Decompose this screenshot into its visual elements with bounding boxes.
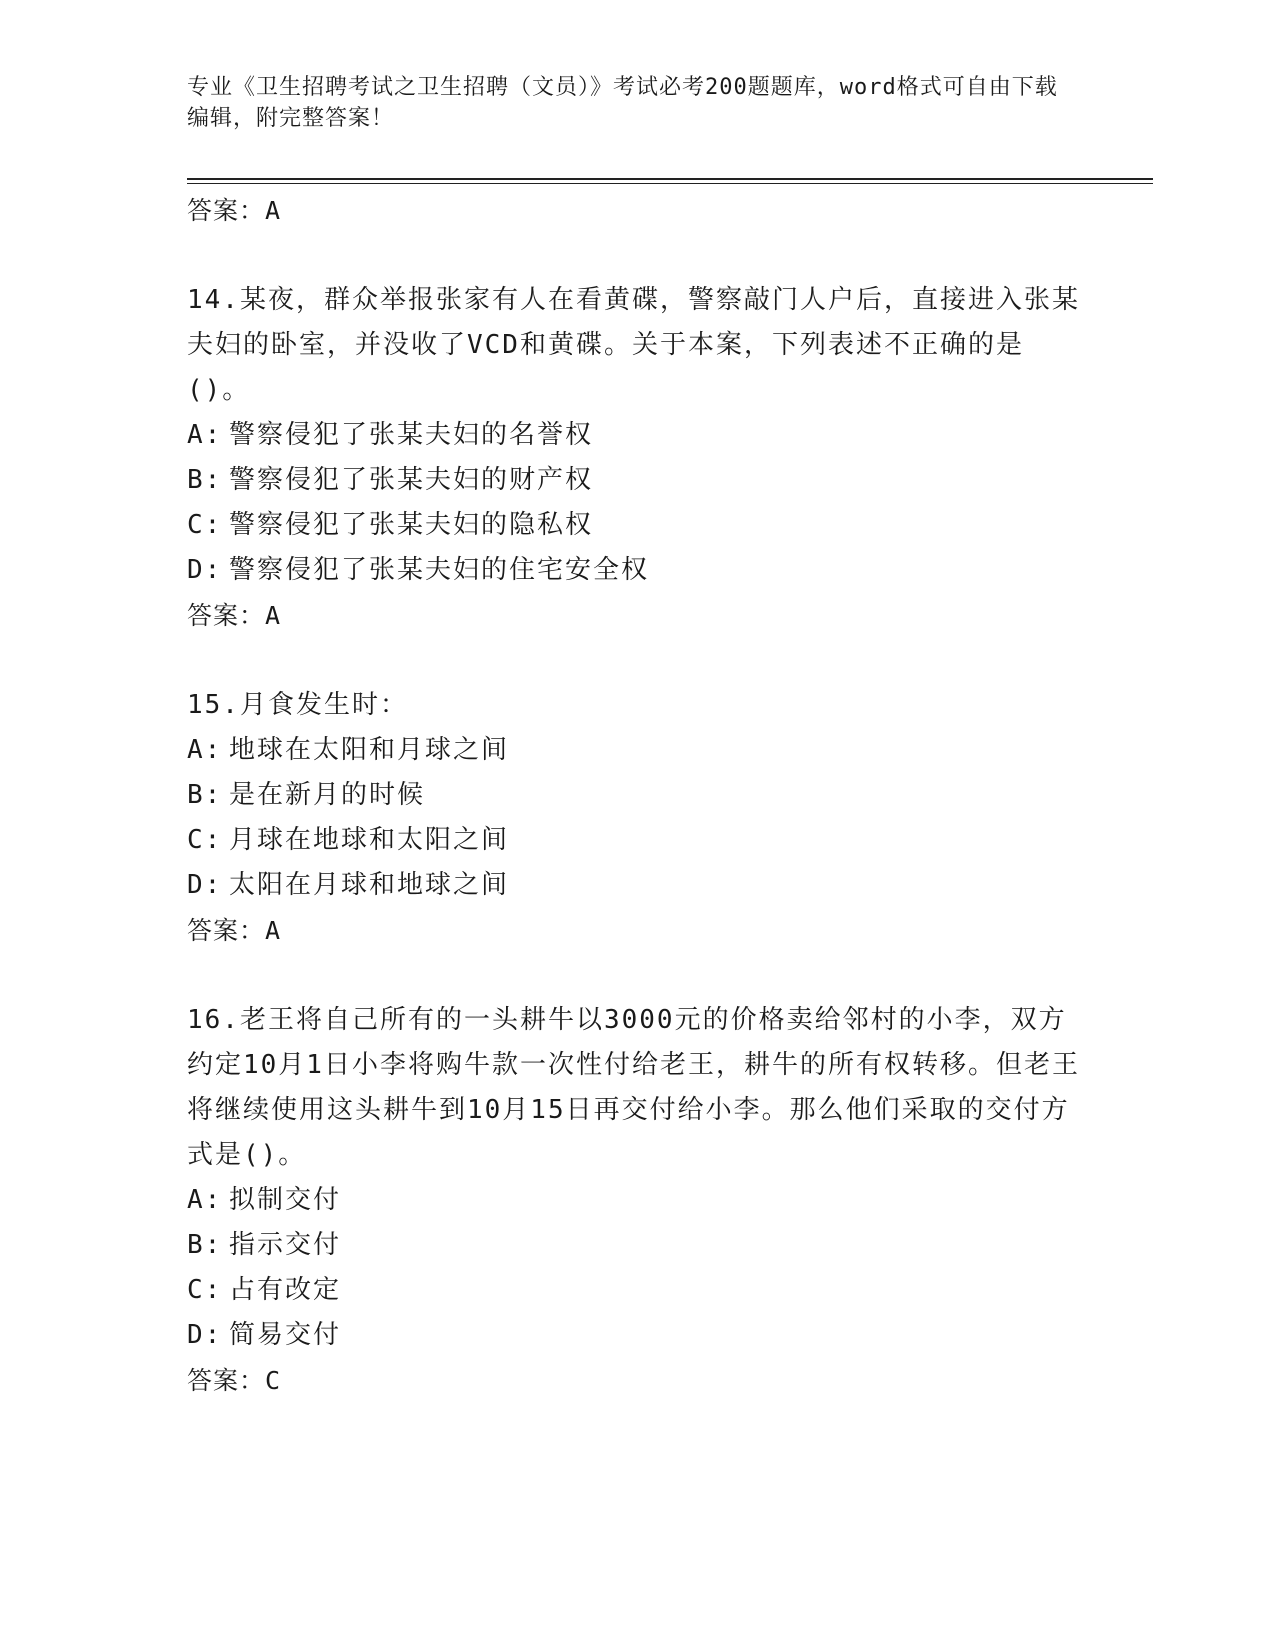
answer-label: 答案：	[187, 916, 266, 945]
option-text: 警察侵犯了张某夫妇的住宅安全权	[229, 555, 650, 585]
option-b	[187, 458, 1087, 503]
option-d	[187, 863, 1087, 908]
option-d	[187, 1313, 1087, 1358]
option-d	[187, 548, 1087, 593]
option-a	[187, 728, 1087, 773]
header-divider-thick	[187, 178, 1153, 180]
option-letter: B:	[187, 780, 223, 810]
question-16	[187, 998, 1087, 1404]
option-text: 是在新月的时候	[229, 780, 426, 810]
option-letter: B:	[187, 1230, 223, 1260]
option-letter: C:	[187, 510, 223, 540]
option-letter: B:	[187, 465, 223, 495]
option-text: 太阳在月球和地球之间	[229, 870, 510, 900]
option-text: 占有改定	[229, 1275, 342, 1305]
answer-value: C	[265, 1366, 282, 1395]
option-text: 地球在太阳和月球之间	[229, 735, 510, 765]
option-text: 指示交付	[229, 1230, 342, 1260]
option-c	[187, 503, 1087, 548]
answer-line	[187, 593, 1087, 639]
option-letter: A:	[187, 420, 223, 450]
option-letter: D:	[187, 1320, 223, 1350]
answer-label: 答案：	[187, 1366, 266, 1395]
document-body	[187, 188, 1087, 1404]
option-text: 警察侵犯了张某夫妇的隐私权	[229, 510, 594, 540]
answer-line	[187, 908, 1087, 954]
option-c	[187, 1268, 1087, 1313]
option-b	[187, 1223, 1087, 1268]
answer-value: A	[265, 916, 282, 945]
option-letter: D:	[187, 555, 223, 585]
option-text: 警察侵犯了张某夫妇的名誉权	[229, 420, 594, 450]
header-divider-thin	[187, 183, 1153, 184]
document-header	[187, 72, 1067, 134]
option-letter: A:	[187, 735, 223, 765]
answer-label: 答案：	[187, 601, 266, 630]
option-letter: D:	[187, 870, 223, 900]
option-text: 警察侵犯了张某夫妇的财产权	[229, 465, 594, 495]
header-text: 专业《卫生招聘考试之卫生招聘（文员）》考试必考200题题库，word格式可自由下载编辑，附完整答案！	[187, 75, 1058, 131]
question-15	[187, 683, 1087, 954]
question-text: 15.月食发生时：	[187, 690, 408, 720]
option-letter: C:	[187, 1275, 223, 1305]
option-text: 月球在地球和太阳之间	[229, 825, 510, 855]
answer-line	[187, 1358, 1087, 1404]
option-a	[187, 1178, 1087, 1223]
option-letter: C:	[187, 825, 223, 855]
answer-value: A	[265, 196, 282, 225]
previous-answer	[187, 188, 1087, 234]
question-text: 14.某夜，群众举报张家有人在看黄碟，警察敲门人户后，直接进入张某夫妇的卧室，并没收了VCD和黄碟。关于本案，下列表述不正确的是()。	[187, 285, 1080, 405]
option-text: 简易交付	[229, 1320, 342, 1350]
option-a	[187, 413, 1087, 458]
answer-label: 答案：	[187, 196, 266, 225]
answer-value: A	[265, 601, 282, 630]
option-letter: A:	[187, 1185, 223, 1215]
option-c	[187, 818, 1087, 863]
option-b	[187, 773, 1087, 818]
question-14	[187, 278, 1087, 639]
option-text: 拟制交付	[229, 1185, 342, 1215]
question-text: 16.老王将自己所有的一头耕牛以3000元的价格卖给邻村的小李，双方约定10月1日小李将购牛款一次性付给老王，耕牛的所有权转移。但老王将继续使用这头耕牛到10月15日再交付给小李。那么他们采取的交付方式是()。	[187, 1005, 1080, 1170]
